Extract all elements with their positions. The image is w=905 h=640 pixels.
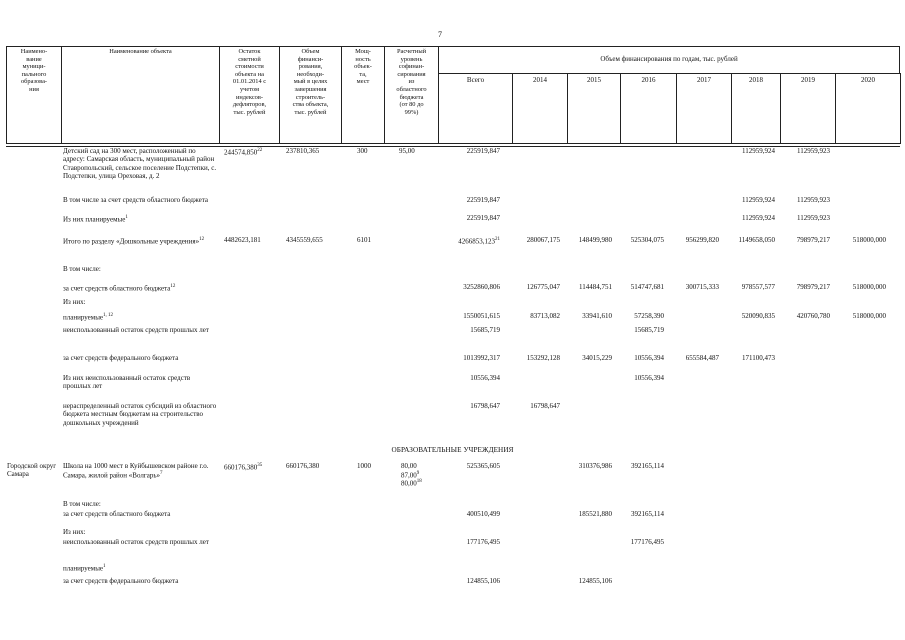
row-object-name: Итого по разделу «Дошкольные учреждения»$^{12}$ [63,237,205,246]
row-value-y2018: 520090,835 [741,312,775,320]
row-remaining-cost: 660176,380$^{35}$ [224,463,263,472]
header-cofinancing-level-text: Расчетный уровень софинан- сирования из областного бюджета (от 80 до 99%) [396,48,427,116]
row-value-total: 225919,847 [466,214,500,222]
footnote-mark: 9 [416,471,420,476]
row-value-y2019: 798979,217 [796,283,830,291]
row-municipality: Городской округ Самара [7,462,57,479]
row-value-total: 1013992,317 [463,354,500,362]
header-funding-volume-text: Объем финанси- рования, необходи- мый в целях завершения строитель- ства объекта, тыс. рублей [292,48,329,116]
row-value-y2014: 280067,175 [526,236,560,244]
row-value-y2016: 525304,075 [630,236,664,244]
row-value-total: 525365,605 [466,462,500,470]
row-object-name: Из них: [63,528,86,536]
row-value-y2018: 112959,924 [742,196,775,204]
row-value-y2018: 112959,924 [742,147,775,155]
header-year-2017: 2017 [676,73,732,144]
row-value-y2015: 34015,229 [582,354,612,362]
row-value-y2019: 112959,923 [797,214,830,222]
row-value-y2015: 310376,986 [578,462,612,470]
row-value-y2016: 10556,394 [634,354,664,362]
footnote-mark: 12 [199,237,205,242]
header-municipality-text: Наимено- вание муници- пального образова- ния [20,48,48,93]
row-value-y2018: 1149658,050 [738,236,775,244]
row-value-y2016: 514747,681 [630,283,664,291]
row-value-total: 4266853,123$^{21}$ [458,237,500,246]
footnote-mark: 35 [257,463,263,468]
row-cofinancing-level: 87,00$^9$ [401,471,420,480]
header-object-name-text: Наименование объекта [109,48,172,55]
row-value-y2015: 33941,610 [582,312,612,320]
row-value-y2019: 112959,923 [797,196,830,204]
row-remaining-cost: 4482623,181 [224,236,261,244]
footnote-mark: 1 [125,215,128,220]
row-value-total: 124855,106 [466,577,500,585]
row-value-y2015: 148499,980 [578,236,612,244]
header-capacity-text: Мощ- ность объек- та, мест [354,48,372,86]
row-value-y2019: 112959,923 [797,147,830,155]
row-value-y2018: 978557,577 [741,283,775,291]
header-year-Всего: Всего [438,73,513,144]
row-value-y2014: 83713,082 [530,312,560,320]
page-number: 7 [438,30,442,39]
row-object-name: Из них: [63,298,86,306]
row-value-y2014: 153292,128 [526,354,560,362]
row-value-y2016: 10556,394 [634,374,664,382]
footnote-mark: 18 [416,479,422,484]
row-value-total: 10556,394 [470,374,500,382]
header-object-name [61,46,220,144]
header-year-2014: 2014 [512,73,568,144]
row-value-y2020: 518000,000 [852,283,886,291]
row-value-y2015: 114484,751 [579,283,612,291]
row-object-name: неиспользованный остаток средств прошлых лет [63,538,209,546]
row-value-total: 16798,647 [470,402,500,410]
row-value-y2016: 392165,114 [631,462,664,470]
header-by-years [438,46,900,74]
row-object-name: нераспределенный остаток субсидий из областного бюджета местным бюджетам на строительство дошкольных учреждений [63,402,217,427]
row-value-y2019: 798979,217 [796,236,830,244]
footnote-mark: 1 [103,564,106,569]
row-object-name: Из них неиспользованный остаток средств прошлых лет [63,374,191,391]
row-value-y2020: 518000,000 [852,236,886,244]
row-object-name: за счет средств федерального бюджета [63,577,179,585]
row-object-name: Из них планируемые$^1$ [63,215,128,224]
row-object-name: за счет средств областного бюджета [63,510,171,518]
row-remaining-cost: 244574,850$^{22}$ [224,148,263,157]
row-value-y2017: 956299,820 [685,236,719,244]
row-cofinancing-level: 80,00$^{18}$ [401,479,422,488]
row-value-y2015: 124855,106 [578,577,612,585]
row-funding-volume: 237810,365 [286,147,320,155]
row-object-name: за счет средств федерального бюджета [63,354,179,362]
row-value-total: 1550051,615 [463,312,500,320]
row-value-y2020: 518000,000 [852,312,886,320]
row-object-name: планируемые$^{1, 12}$ [63,313,114,322]
row-capacity: 300 [357,147,368,155]
row-value-y2016: 57258,390 [634,312,664,320]
row-object-name: планируемые$^1$ [63,564,106,573]
row-object-name: Школа на 1000 мест в Куйбышевском районе г.о. Самара, жилой район «Волгарь»$^7$ [63,462,209,480]
header-municipality [6,46,62,144]
section-title: ОБРАЗОВАТЕЛЬНЫЕ УЧРЕЖДЕНИЯ [391,446,514,454]
header-by-years-text: Объем финансирования по годам, тыс. рублей [600,55,738,63]
header-remaining-cost-text: Остаток сметной стоимости объекта на 01.01.2014 с учетом индексов- дефляторов, тыс. рублей [232,48,267,116]
row-cofinancing-level: 95,00 [399,147,415,155]
row-value-y2018: 112959,924 [742,214,775,222]
footnote-mark: 21 [495,237,500,242]
row-value-y2017: 655584,487 [685,354,719,362]
row-funding-volume: 660176,380 [286,462,320,470]
header-year-2016: 2016 [620,73,677,144]
row-value-total: 400510,499 [466,510,500,518]
header-year-2015: 2015 [567,73,621,144]
row-value-y2015: 185521,880 [578,510,612,518]
row-object-name: В том числе: [63,265,101,273]
row-value-y2014: 126775,047 [526,283,560,291]
row-value-total: 225919,847 [466,196,500,204]
footnote-mark: 7 [160,471,163,477]
row-object-name: В том числе: [63,500,101,508]
row-capacity: 6101 [357,236,371,244]
row-value-y2016: 392165,114 [631,510,664,518]
row-value-y2016: 177176,495 [630,538,664,546]
row-value-y2019: 420760,780 [796,312,830,320]
row-object-name: Детский сад на 300 мест, расположенный по адресу: Самарская область, муниципальный район Ставропольский, сельское поселение Подстепки, с. Подстепки, улица Ореховая, д. 2 [63,147,217,181]
row-object-name: за счет средств областного бюджета$^{12}$ [63,284,176,293]
row-value-total: 177176,495 [466,538,500,546]
row-capacity: 1000 [357,462,371,470]
header-capacity [341,46,385,144]
footnote-mark: 22 [257,148,263,153]
header-year-2020: 2020 [835,73,901,144]
footnote-mark: 1, 12 [103,313,114,318]
header-cofinancing-level [384,46,439,144]
header-year-2019: 2019 [780,73,836,144]
row-value-y2018: 171100,473 [742,354,775,362]
row-value-y2016: 15685,719 [634,326,664,334]
row-value-total: 225919,847 [466,147,500,155]
row-cofinancing-level: 80,00 [401,462,417,470]
row-value-total: 15685,719 [470,326,500,334]
header-year-2018: 2018 [731,73,781,144]
row-value-total: 3252860,806 [463,283,500,291]
row-value-y2014: 16798,647 [530,402,560,410]
row-funding-volume: 4345559,655 [286,236,323,244]
row-object-name: неиспользованный остаток средств прошлых лет [63,326,209,334]
header-funding-volume [279,46,342,144]
header-remaining-cost [219,46,280,144]
row-object-name: В том числе за счет средств областного бюджета [63,196,209,204]
row-value-y2017: 300715,333 [685,283,719,291]
footnote-mark: 12 [170,284,176,289]
